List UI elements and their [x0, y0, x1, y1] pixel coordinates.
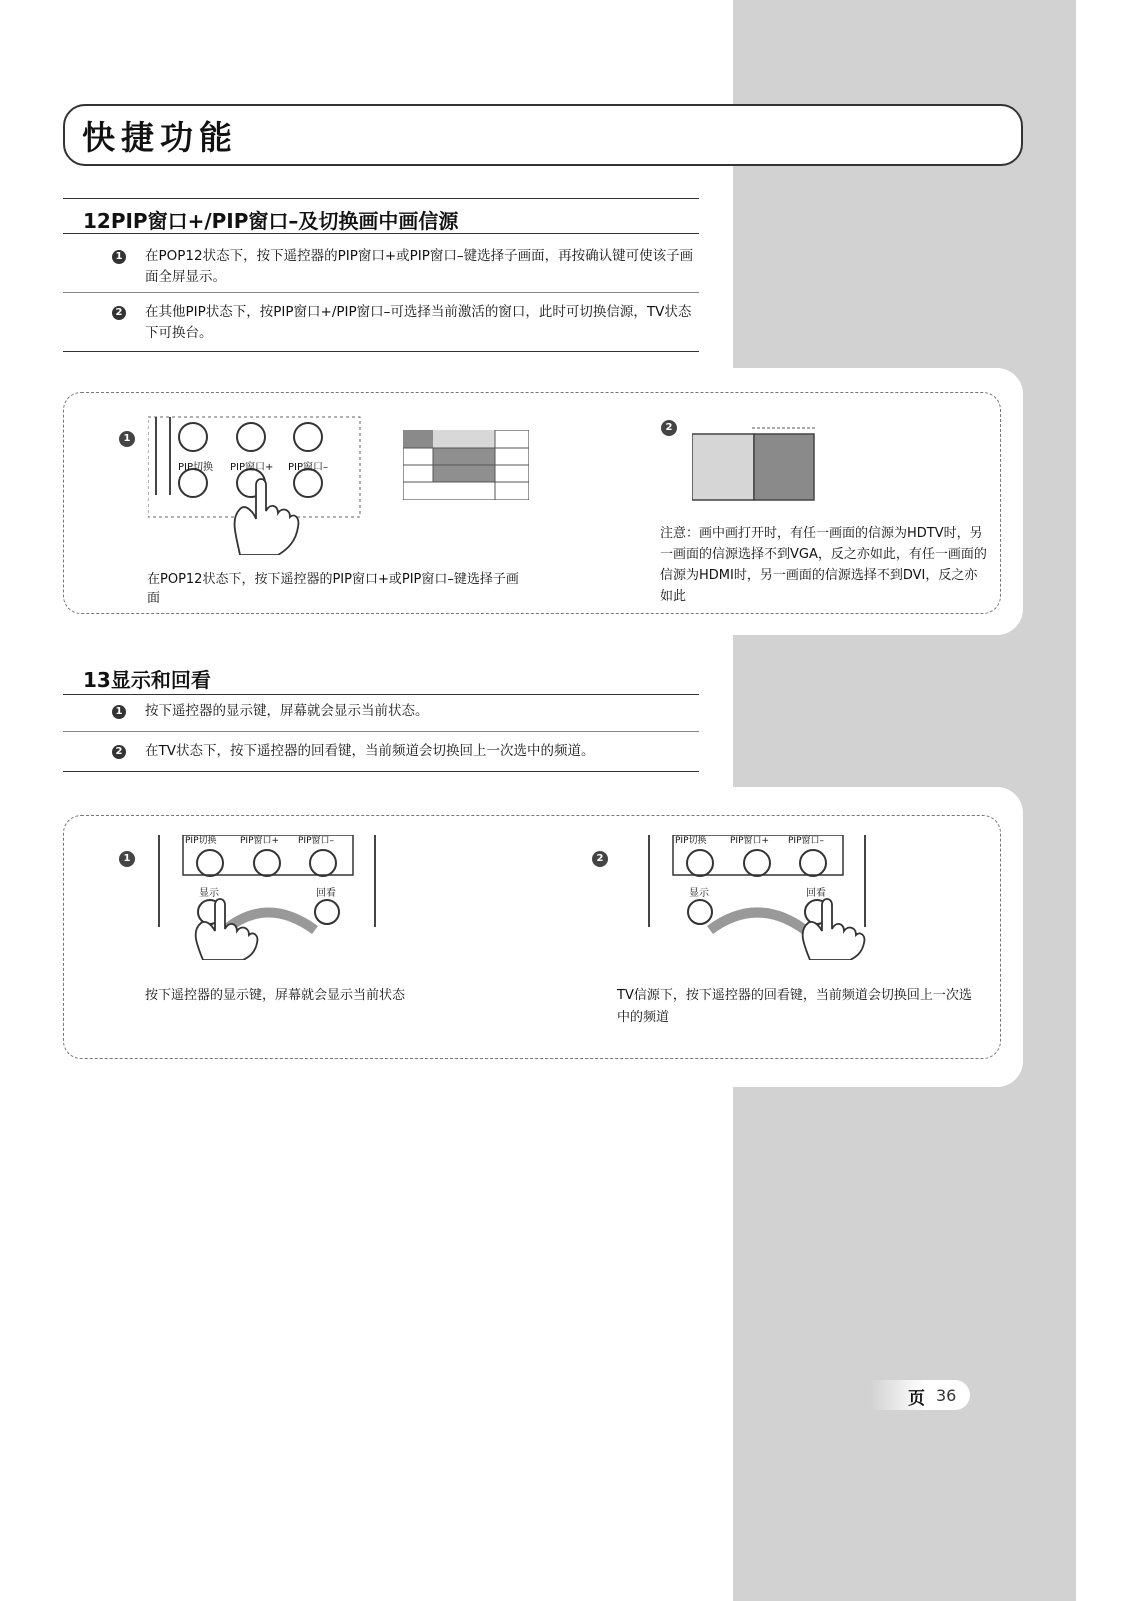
- remote-label-recall: 回看: [806, 888, 826, 899]
- remote-label-recall: 回看: [316, 888, 336, 899]
- remote-label-pip-switch: PIP切换: [185, 836, 217, 846]
- remote-label-pip-window-minus: PIP窗口–: [788, 836, 825, 846]
- section-rule: [63, 351, 699, 352]
- remote-pip-illustration: [148, 415, 368, 555]
- figure-number-badge: 2: [661, 420, 677, 436]
- item-divider: [63, 292, 699, 293]
- figure-13-caption-left: 按下遥控器的显示键，屏幕就会显示当前状态: [145, 988, 406, 1003]
- remote-label-pip-window-minus: PIP窗口–: [288, 462, 329, 473]
- item-number-badge: 2: [112, 745, 126, 759]
- section-rule: [63, 694, 699, 695]
- figure-13-caption-right: TV信源下，按下遥控器的回看键，当前频道会切换回上一次选中的频道: [617, 988, 972, 1025]
- item-number-badge: 1: [112, 250, 126, 264]
- remote-label-pip-switch: PIP切换: [675, 836, 707, 846]
- section-12-heading: 12PIP窗口+/PIP窗口–及切换画中画信源: [83, 209, 459, 233]
- remote-display-illustration: [155, 835, 380, 960]
- pip-side-by-side-illustration: [692, 426, 818, 502]
- item-divider: [63, 731, 699, 732]
- figure-number-badge: 1: [119, 851, 135, 867]
- section-12-item-1: 在POP12状态下，按下遥控器的PIP窗口+或PIP窗口–键选择子画面，再按确认键可使该子画面全屏显示。: [145, 248, 694, 285]
- figure-12-caption: 在POP12状态下，按下遥控器的PIP窗口+或PIP窗口–键选择子画面: [147, 572, 519, 606]
- item-number-badge: 2: [112, 306, 126, 320]
- section-rule: [63, 771, 699, 772]
- remote-label-pip-window-plus: PIP窗口+: [240, 836, 280, 846]
- remote-label-pip-window-plus: PIP窗口+: [730, 836, 770, 846]
- figure-number-badge: 2: [592, 851, 608, 867]
- figure-number-badge: 1: [119, 431, 135, 447]
- section-13-heading: 13显示和回看: [83, 668, 211, 692]
- pip-source-note: 注意：画中画打开时，有任一画面的信源为HDTV时，另一画面的信源选择不到VGA，反之亦如此，有任一画面的信源为HDMI时，另一画面的信源选择不到DVI，反之亦如此: [660, 526, 987, 604]
- remote-label-display: 显示: [689, 888, 709, 899]
- remote-label-display: 显示: [199, 888, 219, 899]
- section-rule: [63, 198, 699, 199]
- remote-label-pip-switch: PIP切换: [178, 462, 214, 473]
- section-rule: [63, 233, 699, 234]
- pop12-grid-illustration: [403, 430, 529, 500]
- page-label: 页: [908, 1389, 925, 1409]
- section-12-item-2: 在其他PIP状态下，按PIP窗口+/PIP窗口–可选择当前激活的窗口，此时可切换信源，TV状态下可换台。: [145, 304, 692, 341]
- section-13-item-1: 按下遥控器的显示键，屏幕就会显示当前状态。: [145, 703, 429, 719]
- remote-label-pip-window-minus: PIP窗口–: [298, 836, 335, 846]
- item-number-badge: 1: [112, 705, 126, 719]
- remote-recall-illustration: [645, 835, 870, 960]
- section-13-item-2: 在TV状态下，按下遥控器的回看键，当前频道会切换回上一次选中的频道。: [145, 743, 595, 759]
- remote-label-pip-window-plus: PIP窗口+: [230, 462, 274, 473]
- page-title: 快捷功能: [82, 118, 238, 157]
- page-number: 36: [936, 1386, 957, 1405]
